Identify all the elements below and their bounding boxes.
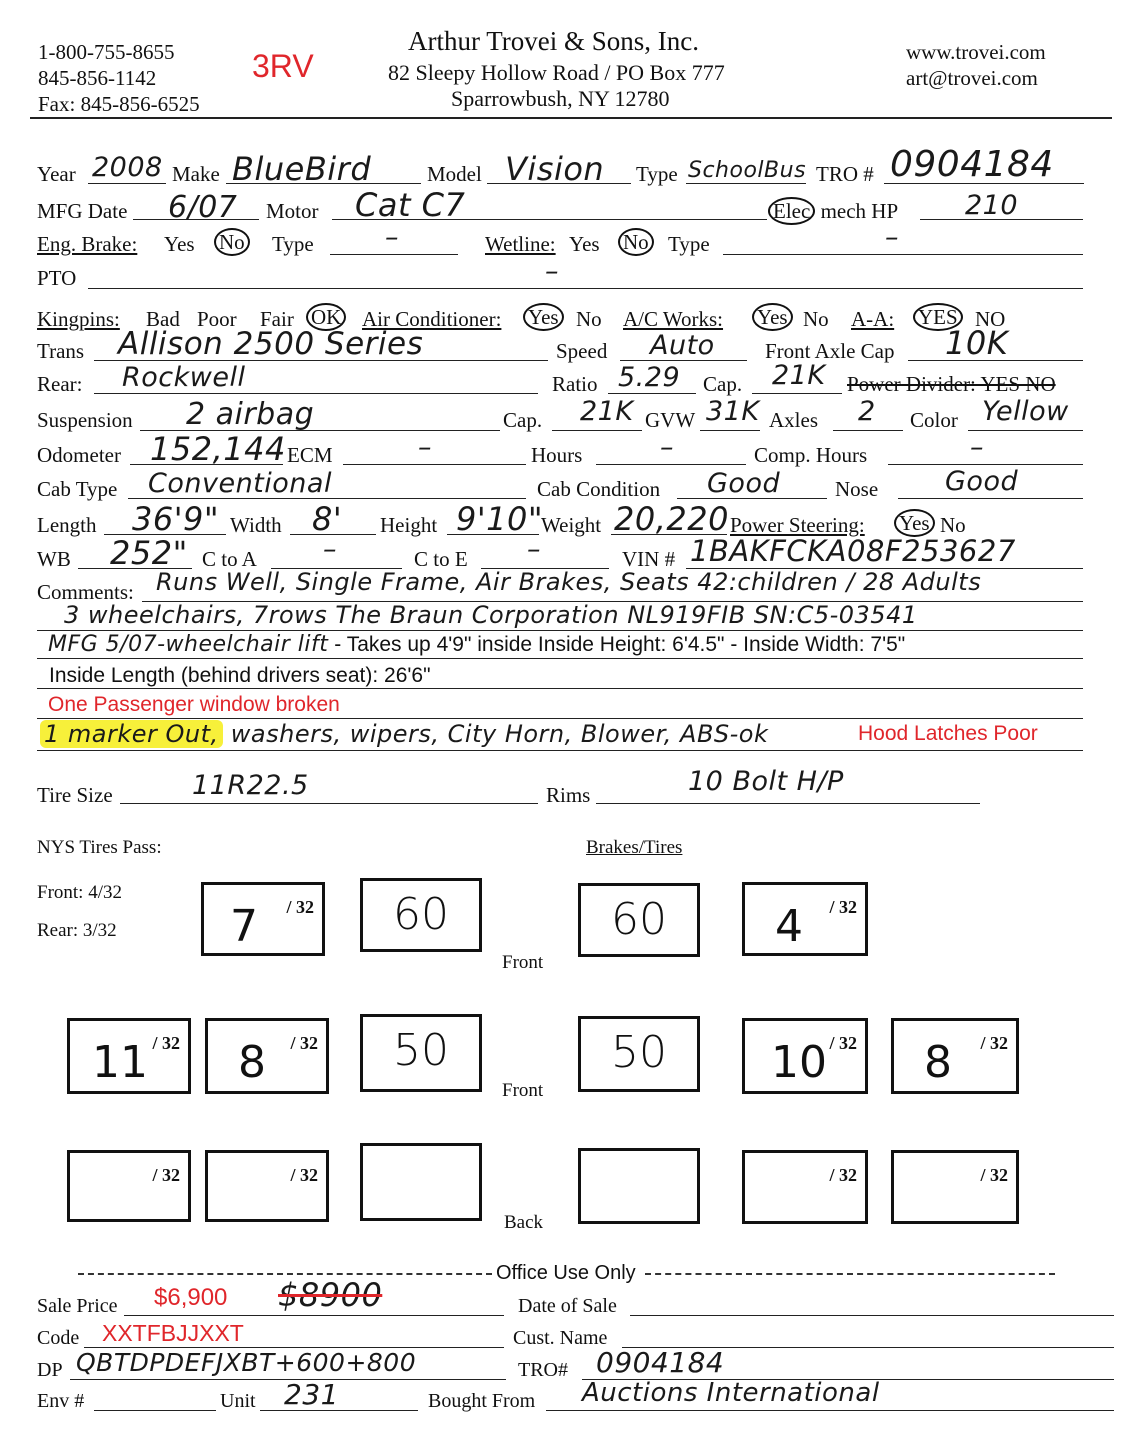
front-label-1: Front xyxy=(502,952,544,973)
wetline-yes: Yes xyxy=(569,232,600,256)
width-label: Width xyxy=(230,513,282,537)
comment-line-3-handwritten: MFG 5/07-wheelchair lift xyxy=(48,632,329,657)
header-rule xyxy=(30,117,1112,119)
comment-line-6-highlighted: 1 marker Out, xyxy=(40,720,223,748)
rear-cap-value: 21K xyxy=(772,360,826,391)
tire-tread-back-left-outer xyxy=(67,1150,191,1222)
eng-brake-type-value: – xyxy=(385,222,399,253)
brake-value: 60 xyxy=(393,889,449,940)
speed-value: Auto xyxy=(650,330,715,361)
nose-value: Good xyxy=(945,466,1019,497)
height-value: 9'10" xyxy=(456,500,544,538)
model-value: Vision xyxy=(505,150,605,188)
cab-condition-label: Cab Condition xyxy=(537,477,661,501)
comments-label: Comments: xyxy=(37,580,134,604)
aa-label: A-A: xyxy=(851,307,895,331)
tread-value: 11 xyxy=(92,1037,148,1088)
ac-no: No xyxy=(576,307,602,331)
front-label-2: Front xyxy=(502,1080,544,1101)
aa-no: NO xyxy=(975,307,1006,331)
kingpins-ok-circled: OK xyxy=(306,303,346,331)
tro-label: TRO # xyxy=(816,162,874,186)
motor-value: Cat C7 xyxy=(355,186,466,224)
tire-size-value: 11R22.5 xyxy=(192,770,309,801)
nys-tires-pass-label: NYS Tires Pass: xyxy=(37,837,162,858)
front-axle-cap-label: Front Axle Cap xyxy=(765,339,895,363)
code-label: Code xyxy=(37,1327,80,1349)
tread-frac: / 32 xyxy=(829,897,857,917)
unit-value: 231 xyxy=(284,1378,339,1411)
tread-frac: / 32 xyxy=(152,1165,180,1185)
weight-label: Weight xyxy=(541,513,602,537)
ratio-label: Ratio xyxy=(552,372,598,396)
tread-value: 10 xyxy=(771,1037,827,1088)
unit-tag: 3RV xyxy=(252,48,314,84)
tire-tread-front-left xyxy=(201,882,325,956)
air-conditioner-label: Air Conditioner: xyxy=(362,307,502,331)
tire-size-label: Tire Size xyxy=(37,783,113,807)
office-divider-left xyxy=(78,1273,492,1275)
width-value: 8' xyxy=(312,500,343,538)
brake-front-right xyxy=(578,883,700,957)
tread-value: 4 xyxy=(775,901,803,952)
c-to-a-label: C to A xyxy=(202,547,257,571)
tread-value: 8 xyxy=(238,1037,266,1088)
eng-brake-label: Eng. Brake: xyxy=(37,232,138,256)
unit-label: Unit xyxy=(220,1390,256,1412)
power-divider-label-struck: Power Divider: YES NO xyxy=(847,372,1056,396)
c-to-e-value: – xyxy=(527,534,541,565)
motor-label: Motor xyxy=(266,199,319,223)
phone-2: 845-856-1142 xyxy=(38,66,157,90)
ratio-value: 5.29 xyxy=(618,362,681,393)
ac-works-label: A/C Works: xyxy=(623,307,724,331)
phone-1: 1-800-755-8655 xyxy=(38,40,175,64)
tire-tread-middle-left-inner xyxy=(205,1018,329,1094)
tread-frac: / 32 xyxy=(290,1033,318,1053)
length-value: 36'9" xyxy=(132,500,220,538)
make-value: BlueBird xyxy=(232,150,372,188)
tire-tread-back-right-inner xyxy=(742,1150,868,1224)
ac-yes-circled: Yes xyxy=(523,303,564,331)
make-label: Make xyxy=(172,162,220,186)
fax: Fax: 845-856-6525 xyxy=(38,92,200,116)
comment-line-2: 3 wheelchairs, 7rows The Braun Corporation NL919FIB SN:C5-03541 xyxy=(64,601,918,629)
trans-label: Trans xyxy=(37,339,85,363)
sale-price-label: Sale Price xyxy=(37,1295,118,1317)
susp-cap-value: 21K xyxy=(580,396,634,427)
elec-circle: Elec xyxy=(768,197,815,225)
type-value: SchoolBus xyxy=(688,158,807,183)
tro2-label: TRO# xyxy=(518,1359,568,1381)
wetline-type-value: – xyxy=(885,222,899,253)
brake-front-left xyxy=(360,878,482,952)
pto-label: PTO xyxy=(37,266,77,290)
c-to-a-value: – xyxy=(323,534,337,565)
kingpins-fair: Fair xyxy=(260,307,294,331)
company-website: www.trovei.com xyxy=(906,40,1046,64)
power-steering-yes-circled: Yes xyxy=(894,509,935,537)
weight-value: 20,220 xyxy=(614,500,729,538)
comment-line-6-red: Hood Latches Poor xyxy=(858,722,1038,745)
cab-condition-value: Good xyxy=(707,468,781,499)
type-label: Type xyxy=(636,162,678,186)
eng-brake-no-circled: No xyxy=(214,228,250,256)
ecm-label: ECM xyxy=(287,443,333,467)
rear-cap-label: Cap. xyxy=(703,372,743,396)
sale-price-value: $6,900 xyxy=(154,1284,228,1311)
tread-frac: / 32 xyxy=(286,897,314,917)
cab-type-label: Cab Type xyxy=(37,477,118,501)
brake-middle-left xyxy=(360,1014,482,1092)
comment-line-6-text: washers, wipers, City Horn, Blower, ABS-ok xyxy=(222,720,769,748)
code-value: XXTFBJJXXT xyxy=(102,1320,244,1346)
comp-hours-label: Comp. Hours xyxy=(754,443,868,467)
eng-brake-yes: Yes xyxy=(164,232,195,256)
vin-value: 1BAKFCKA08F253627 xyxy=(690,534,1016,568)
tread-value: 7 xyxy=(230,901,258,952)
company-address-1: 82 Sleepy Hollow Road / PO Box 777 xyxy=(388,60,725,85)
bought-from-value: Auctions International xyxy=(582,1378,880,1408)
c-to-e-label: C to E xyxy=(414,547,468,571)
comp-hours-value: – xyxy=(970,432,984,463)
rims-value: 10 Bolt H/P xyxy=(688,766,844,797)
tread-frac: / 32 xyxy=(980,1165,1008,1185)
tire-tread-middle-right-inner xyxy=(742,1018,868,1094)
wetline-label: Wetline: xyxy=(485,232,556,256)
brake-value: 50 xyxy=(393,1025,449,1076)
length-label: Length xyxy=(37,513,97,537)
comment-line-6 xyxy=(40,720,768,748)
brakes-tires-label: Brakes/Tires xyxy=(586,837,683,858)
vin-label: VIN # xyxy=(622,547,676,571)
ecm-value: – xyxy=(418,432,432,463)
year-label: Year xyxy=(37,162,76,186)
env-label: Env # xyxy=(37,1390,85,1412)
color-value: Yellow xyxy=(982,396,1069,427)
brake-value: 50 xyxy=(611,1027,667,1078)
kingpins-bad: Bad xyxy=(146,307,180,331)
brake-value: 60 xyxy=(611,894,667,945)
mfg-date-label: MFG Date xyxy=(37,199,128,223)
hours-label: Hours xyxy=(531,443,583,467)
elec-mech-hp-label: Elec mech HP xyxy=(768,199,898,224)
axles-value: 2 xyxy=(858,396,876,427)
company-email: art@trovei.com xyxy=(906,66,1038,90)
susp-cap-label: Cap. xyxy=(503,408,543,432)
hours-value: – xyxy=(660,432,674,463)
mfg-date-value: 6/07 xyxy=(168,190,238,225)
wb-value: 252" xyxy=(110,534,188,572)
pto-value: – xyxy=(545,256,559,287)
axles-label: Axles xyxy=(769,408,818,432)
wb-label: WB xyxy=(37,547,71,571)
front-axle-cap-value: 10K xyxy=(945,324,1009,362)
aa-yes-circled: YES xyxy=(913,303,963,331)
tread-frac: / 32 xyxy=(152,1033,180,1053)
tread-frac: / 32 xyxy=(290,1165,318,1185)
tread-value: 8 xyxy=(924,1037,952,1088)
suspension-value: 2 airbag xyxy=(186,397,315,432)
ac-works-no: No xyxy=(803,307,829,331)
dp-label: DP xyxy=(37,1359,63,1381)
tread-frac: / 32 xyxy=(829,1033,857,1053)
rear-value: Rockwell xyxy=(122,362,246,393)
power-steering-label: Power Steering: xyxy=(730,513,865,537)
office-divider-right xyxy=(645,1273,1055,1275)
kingpins-label: Kingpins: xyxy=(37,307,120,331)
eng-brake-type-label: Type xyxy=(272,232,314,256)
rear-label: Rear: xyxy=(37,372,83,396)
gvw-value: 31K xyxy=(706,396,760,427)
dp-value: QBTDPDEFJXBT+600+800 xyxy=(76,1348,417,1377)
brake-middle-right xyxy=(578,1016,700,1092)
power-steering-no: No xyxy=(940,513,966,537)
wetline-type-label: Type xyxy=(668,232,710,256)
odometer-label: Odometer xyxy=(37,443,121,467)
suspension-label: Suspension xyxy=(37,408,133,432)
company-address-2: Sparrowbush, NY 12780 xyxy=(451,86,670,111)
rear-tread-spec: Rear: 3/32 xyxy=(37,920,117,941)
tro2-value: 0904184 xyxy=(596,1346,725,1379)
odometer-value: 152,144 xyxy=(150,430,286,468)
back-label: Back xyxy=(504,1212,544,1233)
brake-back-left xyxy=(360,1143,482,1221)
tread-frac: / 32 xyxy=(980,1033,1008,1053)
gvw-label: GVW xyxy=(645,408,696,432)
front-tread-spec: Front: 4/32 xyxy=(37,882,122,903)
sale-price-old-struck: $8900 xyxy=(278,1276,383,1314)
bought-from-label: Bought From xyxy=(428,1390,536,1412)
company-name: Arthur Trovei & Sons, Inc. xyxy=(408,26,700,56)
tire-tread-middle-left-outer xyxy=(67,1018,191,1094)
ac-works-yes-circled: Yes xyxy=(752,303,793,331)
height-label: Height xyxy=(380,513,438,537)
kingpins-poor: Poor xyxy=(197,307,237,331)
tire-tread-middle-right-outer xyxy=(891,1018,1019,1094)
brake-back-right xyxy=(578,1148,700,1224)
comment-line-3 xyxy=(48,632,905,657)
tire-tread-back-right-outer xyxy=(891,1150,1019,1224)
year-value: 2008 xyxy=(92,152,163,183)
comment-line-4: Inside Length (behind drivers seat): 26'6" xyxy=(49,664,431,687)
cust-name-label: Cust. Name xyxy=(513,1327,608,1349)
date-of-sale-label: Date of Sale xyxy=(518,1295,617,1317)
speed-label: Speed xyxy=(556,339,608,363)
comment-line-5: One Passenger window broken xyxy=(48,693,340,716)
comment-line-1: Runs Well, Single Frame, Air Brakes, Seats 42:children / 28 Adults xyxy=(156,568,982,596)
wetline-no-circled: No xyxy=(618,228,654,256)
tire-tread-back-left-inner xyxy=(205,1150,329,1222)
color-label: Color xyxy=(910,408,958,432)
comment-line-3-typed: - Takes up 4'9" inside Inside Height: 6'4.5" - Inside Width: 7'5" xyxy=(328,633,906,656)
tro-value: 0904184 xyxy=(890,144,1054,185)
tire-tread-front-right xyxy=(742,882,868,956)
nose-label: Nose xyxy=(835,477,879,501)
hp-value: 210 xyxy=(965,190,1019,221)
tread-frac: / 32 xyxy=(829,1165,857,1185)
cab-type-value: Conventional xyxy=(148,468,332,499)
office-use-only-label: Office Use Only xyxy=(496,1262,636,1284)
trans-value: Allison 2500 Series xyxy=(118,326,424,362)
rims-label: Rims xyxy=(546,783,591,807)
model-label: Model xyxy=(427,162,482,186)
